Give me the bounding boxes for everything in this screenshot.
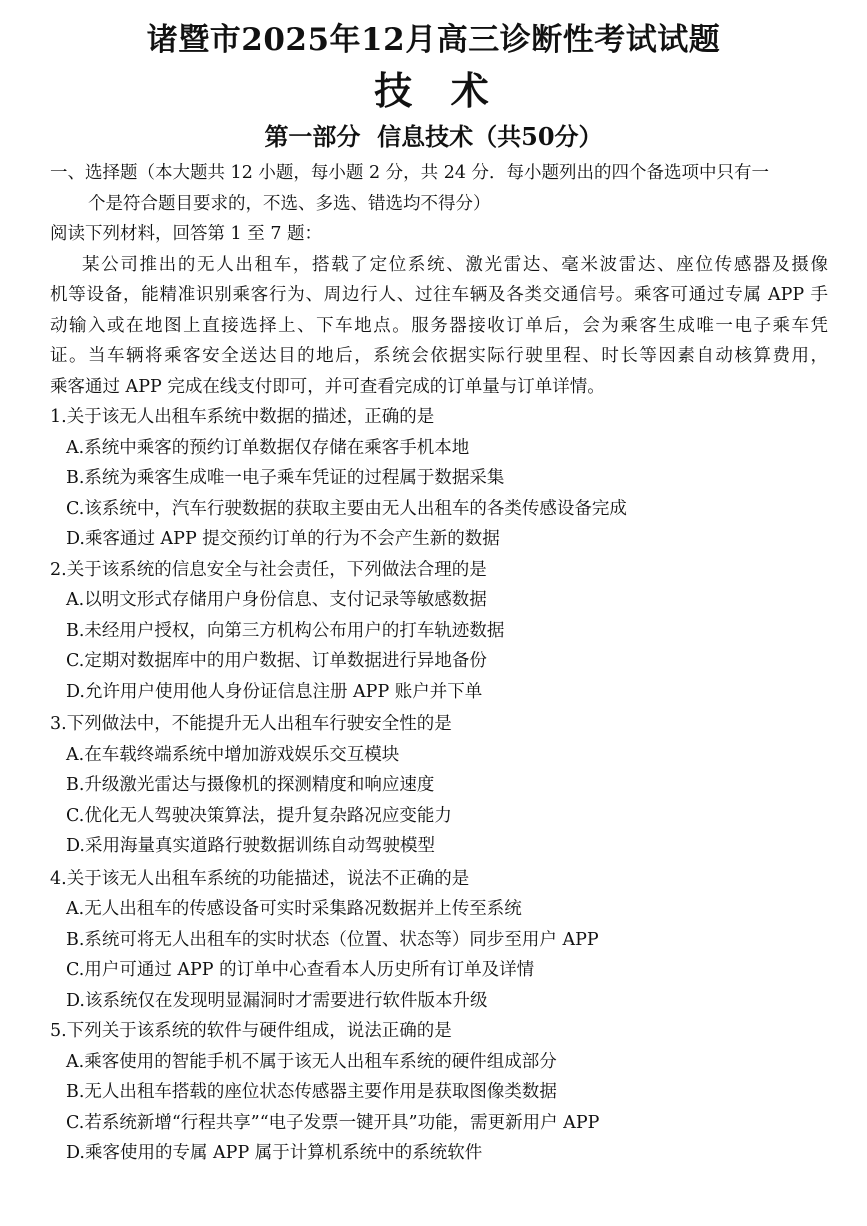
section-heading-line-2: 个是符合题目要求的，不选、多选、错选均不得分） bbox=[88, 193, 491, 214]
question-stem: 4.关于该无人出租车系统的功能描述，说法不正确的是 bbox=[0, 864, 867, 895]
option-d: D.乘客通过 APP 提交预约订单的行为不会产生新的数据 bbox=[66, 529, 500, 549]
emphasis-mark: 不 bbox=[172, 709, 190, 740]
passage-line: 动输入或在地图上直接选择上、下车地点。服务器接收订单后，会为乘客生成唯一电子乘车凭 bbox=[50, 315, 828, 336]
option-c: C.若系统新增“行程共享”“电子发票一键开具”功能，需更新用户 APP bbox=[66, 1112, 600, 1133]
passage-line: 乘客通过 APP 完成在线支付即可，并可查看完成的订单量与订单详情。 bbox=[50, 376, 605, 397]
option-a: A.乘客使用的智能手机不属于该无人出租车系统的硬件组成部分 bbox=[66, 1051, 557, 1072]
option-a: A.在车载终端系统中增加游戏娱乐交互模块 bbox=[66, 744, 400, 765]
option-d: D.采用海量真实道路行驶数据训练自动驾驶模型 bbox=[66, 836, 435, 856]
option-c: C.优化无人驾驶决策算法，提升复杂路况应变能力 bbox=[66, 805, 452, 826]
exam-title: 诸暨市2025年12月高三诊断性考试试题 bbox=[146, 22, 721, 58]
question-stem: 2.关于该系统的信息安全与社会责任，下列做法合理的是 bbox=[50, 559, 487, 580]
option-c: C.用户可通过 APP 的订单中心查看本人历史所有订单及详情 bbox=[66, 960, 535, 980]
option-a: A.无人出租车的传感设备可实时采集路况数据并上传至系统 bbox=[66, 899, 522, 919]
option-a: A.系统中乘客的预约订单数据仅存储在乘客手机本地 bbox=[66, 437, 470, 458]
exam-content bbox=[0, 158, 867, 1169]
emphasis-mark: 不正 bbox=[382, 864, 417, 895]
option-d: D.该系统仅在发现明显漏洞时才需要进行软件版本升级 bbox=[66, 990, 488, 1011]
passage-line: 某公司推出的无人出租车，搭载了定位系统、激光雷达、毫米波雷达、座位传感器及摄像 bbox=[82, 254, 828, 275]
part-title: 第一部分 信息技术（共50分） bbox=[264, 122, 603, 151]
section-heading-line-1: 一、选择题（本大题共 12 小题，每小题 2 分，共 24 分．每小题列出的四个备选项中只有一 bbox=[50, 163, 770, 183]
option-d: D.乘客使用的专属 APP 属于计算机系统中的系统软件 bbox=[66, 1143, 483, 1163]
option-b: B.无人出租车搭载的座位状态传感器主要作用是获取图像类数据 bbox=[66, 1082, 557, 1102]
option-a: A.以明文形式存储用户身份信息、支付记录等敏感数据 bbox=[66, 590, 487, 610]
option-b: B.系统为乘客生成唯一电子乘车凭证的过程属于数据采集 bbox=[66, 468, 505, 488]
option-b: B.未经用户授权，向第三方机构公布用户的打车轨迹数据 bbox=[66, 620, 505, 641]
option-c: C.该系统中，汽车行驶数据的获取主要由无人出租车的各类传感设备完成 bbox=[66, 498, 627, 519]
question-stem: 1.关于该无人出租车系统中数据的描述，正确的是 bbox=[50, 407, 435, 427]
option-c: C.定期对数据库中的用户数据、订单数据进行异地备份 bbox=[66, 651, 487, 671]
question-stem: 3.下列做法中，不能提升无人出租车行驶安全性的是 bbox=[0, 709, 867, 740]
subject-title: 技 术 bbox=[374, 68, 493, 113]
reading-prompt: 阅读下列材料，回答第 1 至 7 题： bbox=[50, 224, 323, 244]
option-d: D.允许用户使用他人身份证信息注册 APP 账户并下单 bbox=[66, 681, 483, 702]
passage-line: 机等设备，能精准识别乘客行为、周边行人、过往车辆及各类交通信号。乘客可通过专属 APP 手 bbox=[50, 285, 828, 305]
question-stem: 5.下列关于该系统的软件与硬件组成，说法正确的是 bbox=[50, 1021, 452, 1041]
option-b: B.系统可将无人出租车的实时状态（位置、状态等）同步至用户 APP bbox=[66, 929, 599, 950]
passage-line: 证。当车辆将乘客安全送达目的地后，系统会依据实际行驶里程、时长等因素自动核算费用， bbox=[50, 346, 828, 366]
option-b: B.升级激光雷达与摄像机的探测精度和响应速度 bbox=[66, 775, 435, 795]
